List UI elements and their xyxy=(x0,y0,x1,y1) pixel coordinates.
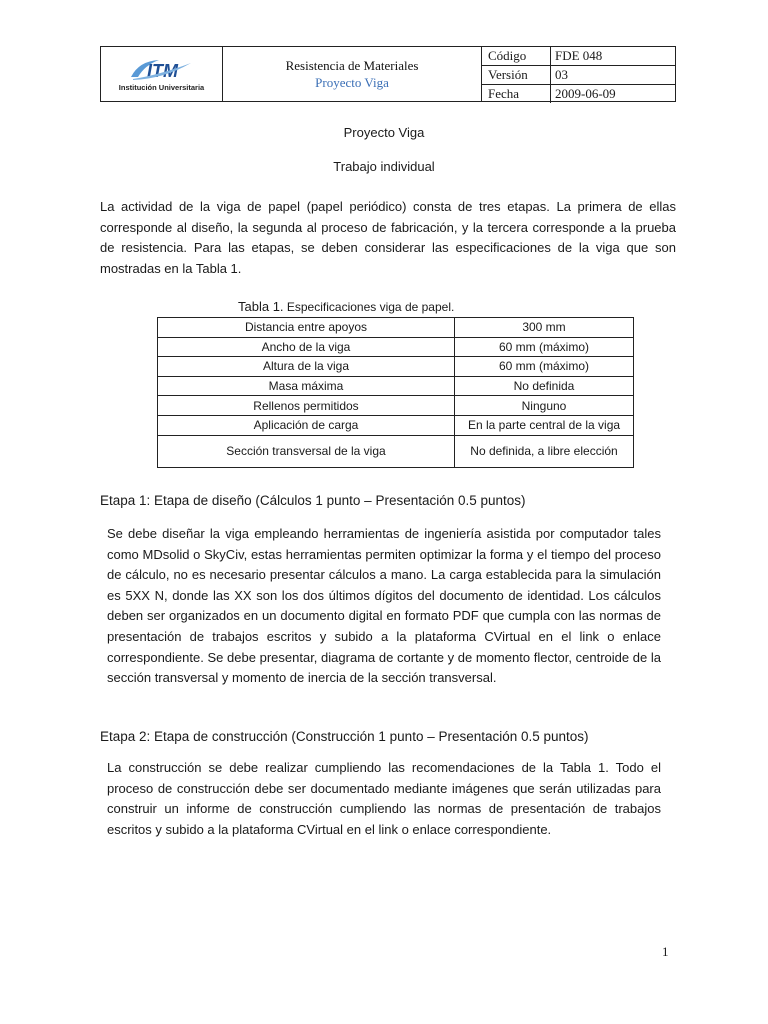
meta-key: Versión xyxy=(482,66,551,84)
meta-value: 03 xyxy=(555,67,568,82)
doc-subtitle: Trabajo individual xyxy=(333,159,435,174)
table-row xyxy=(158,415,634,435)
table-row xyxy=(158,357,634,377)
meta-value: 2009-06-09 xyxy=(555,86,616,101)
table-cell: Distancia entre apoyos xyxy=(158,318,455,338)
logo-cell xyxy=(101,47,223,101)
table-cell: No definida, a libre elección xyxy=(455,435,634,467)
table-caption-text: Especificaciones viga de papel. xyxy=(283,300,455,314)
table-caption xyxy=(238,299,454,314)
meta-key: Código xyxy=(482,47,551,65)
page-number: 1 xyxy=(662,944,669,959)
table-cell: Sección transversal de la viga xyxy=(158,435,455,467)
header-meta xyxy=(482,47,675,101)
table-cell: 300 mm xyxy=(455,318,634,338)
spec-table xyxy=(157,317,634,468)
svg-text:ITM: ITM xyxy=(147,61,178,81)
table-cell: Ninguno xyxy=(455,396,634,416)
stage2-body: La construcción se debe realizar cumpliendo las recomendaciones de la Tabla 1. Todo el proceso de construcción debe ser documentado mediante imágenes que serán utilizadas para construir un informe de construcción cumpliendo las normas de presentación de trabajos escritos y subido a la plataforma CVirtual en el link o enlace correspondiente. xyxy=(107,760,661,837)
meta-value: FDE 048 xyxy=(555,48,603,63)
itm-logo-icon xyxy=(129,57,193,81)
stage1-heading: Etapa 1: Etapa de diseño (Cálculos 1 punto – Presentación 0.5 puntos) xyxy=(100,493,526,508)
table-cell: 60 mm (máximo) xyxy=(455,357,634,377)
doc-title: Proyecto Viga xyxy=(343,125,425,140)
table-cell: Ancho de la viga xyxy=(158,337,455,357)
meta-row xyxy=(482,85,675,103)
meta-row xyxy=(482,66,675,85)
intro-paragraph: La actividad de la viga de papel (papel periódico) consta de tres etapas. La primera de ellas corresponde al diseño, la segunda al proceso de fabricación, y la tercera corresponde a la prueba de resistencia. Para las etapas, se deben considerar las especificaciones de la viga que son mostradas en la Tabla 1. xyxy=(100,199,676,276)
table-cell: Aplicación de carga xyxy=(158,415,455,435)
project-title: Proyecto Viga xyxy=(315,74,389,90)
table-row xyxy=(158,435,634,467)
table-cell: 60 mm (máximo) xyxy=(455,337,634,357)
table-row xyxy=(158,396,634,416)
table-row xyxy=(158,318,634,338)
table-caption-label: Tabla 1. xyxy=(238,299,284,314)
stage2-heading: Etapa 2: Etapa de construcción (Construcción 1 punto – Presentación 0.5 puntos) xyxy=(100,729,589,744)
table-row xyxy=(158,376,634,396)
table-cell: Masa máxima xyxy=(158,376,455,396)
meta-row xyxy=(482,47,675,66)
meta-key: Fecha xyxy=(482,85,551,103)
table-row xyxy=(158,337,634,357)
logo-caption: Institución Universitaria xyxy=(118,83,205,92)
table-cell: En la parte central de la viga xyxy=(455,415,634,435)
stage1-body: Se debe diseñar la viga empleando herramientas de ingeniería asistida por computador tales como MDsolid o SkyCiv, estas herramientas permiten optimizar la forma y el tiempo del proceso de cálculo, no es necesario presentar cálculos a mano. La carga establecida para la simulación es 5XX N, donde las XX son los dos últimos dígitos del documento de identidad. Los cálculos deben ser organizados en un documento digital en formato PDF que cumpla con las normas de presentación de trabajos escritos y subido a la plataforma CVirtual en el link o enlace correspondiente. Se debe presentar, diagrama de cortante y de momento flector, centroide de la sección transversal y momento de inercia de la sección transversal. xyxy=(107,526,661,686)
document-header xyxy=(100,46,676,102)
table-cell: No definida xyxy=(455,376,634,396)
table-cell: Altura de la viga xyxy=(158,357,455,377)
course-title: Resistencia de Materiales xyxy=(285,57,419,73)
table-cell: Rellenos permitidos xyxy=(158,396,455,416)
header-title-cell xyxy=(223,47,482,101)
